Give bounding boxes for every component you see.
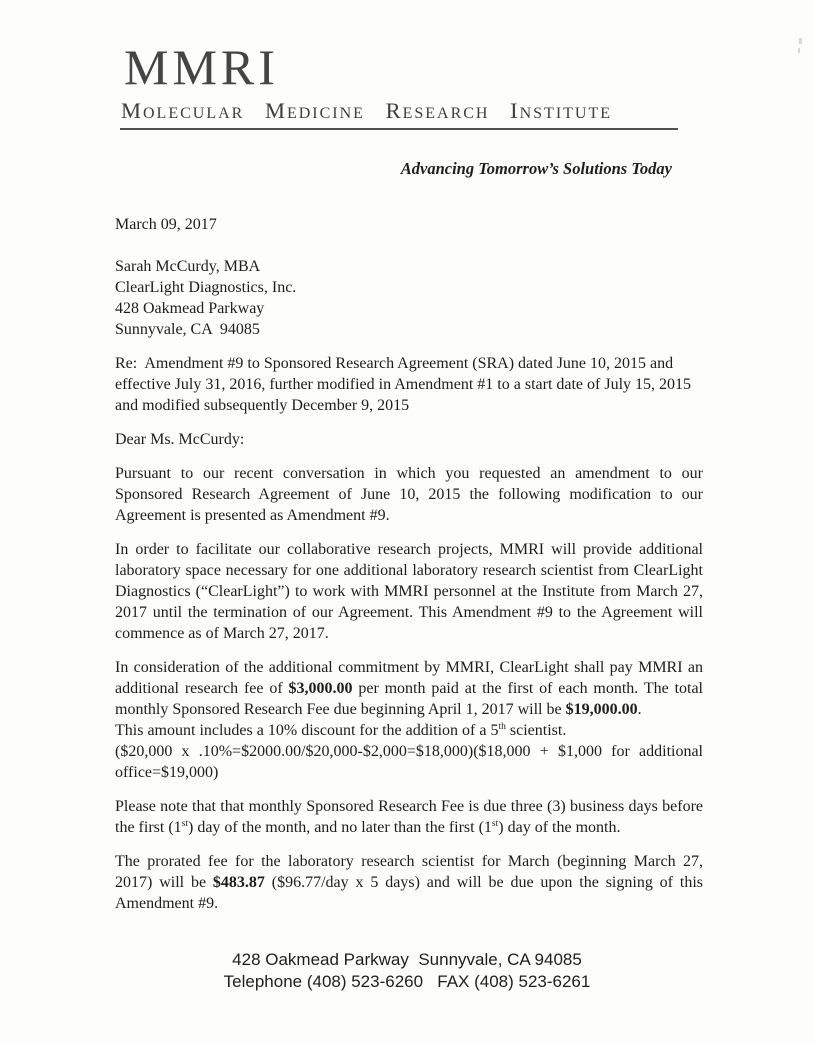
prorated-text: The prorated fee for the laboratory research scientist for March (beginning March 27, 2017) will be bbox=[115, 852, 703, 891]
footer-address: 428 Oakmead Parkway Sunnyvale, CA 94085 bbox=[232, 950, 582, 969]
fee-text: per month paid at the first of each month. The total monthly Sponsored Research Fee due beginning April 1, 2017 will be bbox=[115, 679, 704, 718]
salutation: Dear Ms. McCurdy: bbox=[115, 430, 245, 448]
recipient-street: 428 Oakmead Parkway bbox=[115, 299, 265, 317]
scan-artifact bbox=[798, 48, 800, 53]
letter-footer bbox=[0, 949, 814, 993]
re-line: Re: Amendment #9 to Sponsored Research Agreement (SRA) dated June 10, 2015 and effective July 31, 2016, further modified in Amendment #1 to a start date of July 15, 2015 and modified subsequently December 9, 2015 bbox=[115, 354, 696, 414]
paragraph-fee bbox=[115, 657, 703, 720]
letterhead-rule bbox=[120, 128, 678, 130]
ordinal-superscript: st bbox=[181, 818, 188, 829]
paragraph-intro: Pursuant to our recent conversation in which you requested an amendment to our Sponsored Research Agreement of June 10, 2015 the following modification to our Agreement is presented as Amendment #9. bbox=[115, 464, 703, 524]
paragraph-discount bbox=[115, 720, 703, 741]
paragraph-lab-space: In order to facilitate our collaborative research projects, MMRI will provide additional laboratory space necessary for one additional laboratory research scientist from ClearLight Diagnostics (“ClearLight”) to work with MMRI personnel at the Institute from March 27, 2017 until the termination of our Agreement. This Amendment #9 to the Agreement will commence as of March 27, 2017. bbox=[115, 540, 703, 642]
ordinal-superscript: th bbox=[498, 721, 506, 732]
recipient-city: Sunnyvale, CA 94085 bbox=[115, 320, 260, 338]
due-text: Please note that that monthly Sponsored Research Fee is due three (3) business days before the first (1 bbox=[115, 797, 703, 836]
due-text: ) day of the month, and no later than the first (1 bbox=[188, 818, 492, 836]
prorated-text: ($96.77/day x 5 days) and will be due upon the signing of this Amendment #9. bbox=[115, 873, 703, 912]
fee-text: . bbox=[637, 700, 642, 718]
letterhead bbox=[0, 0, 814, 178]
mmri-logo: MMRI bbox=[124, 39, 279, 95]
fee-amount-monthly: $3,000.00 bbox=[288, 679, 353, 697]
footer-phone: Telephone (408) 523-6260 FAX (408) 523-6261 bbox=[223, 972, 591, 991]
discount-text: scientist. bbox=[505, 721, 567, 739]
letter-body bbox=[115, 214, 703, 914]
paragraph-due-date bbox=[115, 796, 703, 838]
letter-date: March 09, 2017 bbox=[115, 215, 217, 233]
paragraph-calculation: ($20,000 x .10%=$2000.00/$20,000-$2,000=$18,000)($18,000 + $1,000 for additional office=$19,000) bbox=[115, 742, 703, 781]
recipient-name: Sarah McCurdy, MBA bbox=[115, 257, 261, 275]
fee-text: In consideration of the additional commitment by MMRI, ClearLight shall pay MMRI an additional research fee of bbox=[115, 658, 703, 697]
fee-amount-total: $19,000.00 bbox=[565, 700, 638, 718]
letterhead-tagline: Advancing Tomorrow’s Solutions Today bbox=[400, 158, 672, 178]
discount-text: This amount includes a 10% discount for the addition of a 5 bbox=[115, 721, 499, 739]
recipient-company: ClearLight Diagnostics, Inc. bbox=[115, 278, 297, 296]
recipient-address bbox=[115, 256, 703, 340]
institute-name: Molecular Medicine Research Institute bbox=[121, 98, 613, 123]
ordinal-superscript: st bbox=[491, 818, 499, 829]
scan-artifact bbox=[799, 38, 802, 44]
due-text: ) day of the month. bbox=[498, 818, 621, 836]
prorated-amount: $483.87 bbox=[212, 873, 265, 891]
paragraph-prorated bbox=[115, 851, 703, 914]
